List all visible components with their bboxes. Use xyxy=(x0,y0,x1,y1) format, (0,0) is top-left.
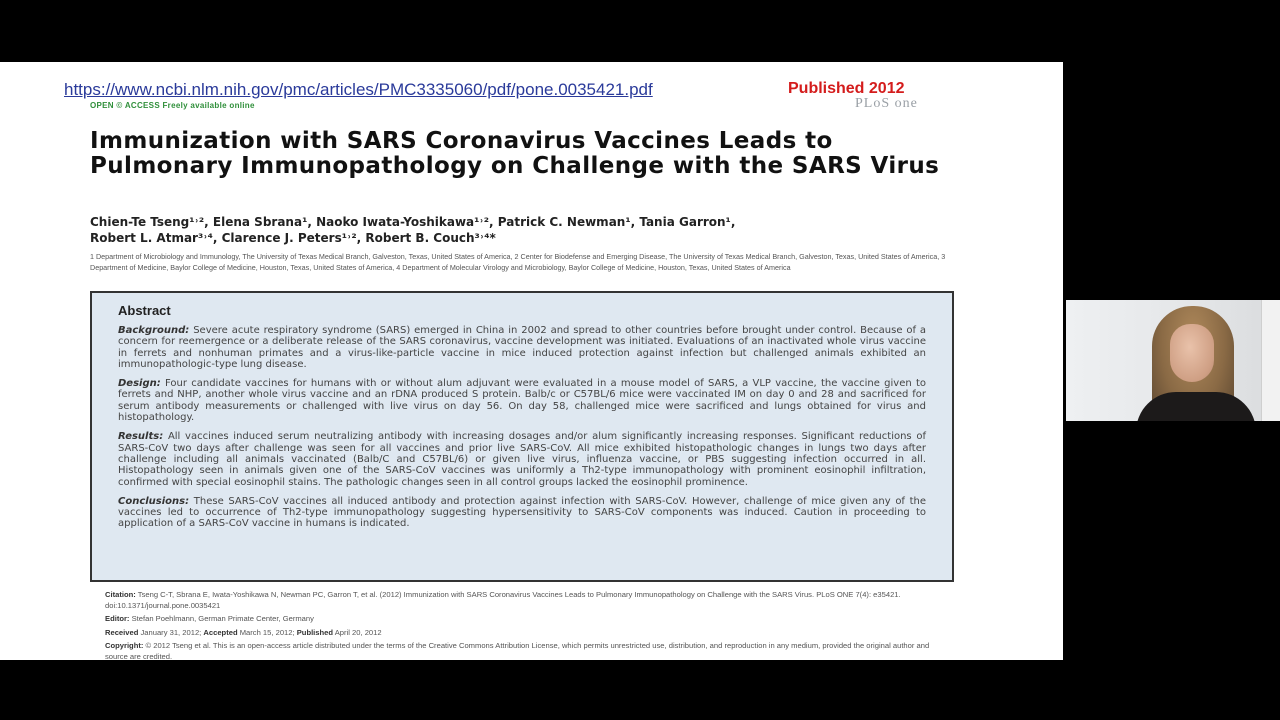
results-label: Results: xyxy=(118,431,164,443)
design-label: Design: xyxy=(118,378,161,390)
abstract-conclusions xyxy=(118,496,926,530)
copyright-label: Copyright: xyxy=(105,641,144,650)
webcam-shelf xyxy=(1261,300,1280,421)
copyright xyxy=(105,640,935,660)
editor-label: Editor: xyxy=(105,614,130,623)
paper-title: Immunization with SARS Coronavirus Vaccines Leads to Pulmonary Immunopathology on Challenge with the SARS Virus xyxy=(90,128,940,179)
abstract-results xyxy=(118,431,926,487)
background-text: Severe acute respiratory syndrome (SARS) emerged in China in 2002 and spread to other countries before brought under control. Because of a concern for reemergence or a deliberate release of the SARS coronavirus, vaccine development was initiated. Evaluations of an inactivated whole virus vaccine in ferrets and nonhuman primates and a virus-like-particle vaccine in mice induced protection against infection but challenged animals exhibited an immunopathologic-type lung disease. xyxy=(118,325,926,370)
citation-label: Citation: xyxy=(105,590,136,599)
citation-text: Tseng C-T, Sbrana E, Iwata-Yoshikawa N, Newman PC, Garron T, et al. (2012) Immunization with SARS Coronavirus Vaccines Leads to Pulmonary Immunopathology on Challenge with the SARS Virus. PLoS ONE 7(4): e35421. doi:10.1371/journal.pone.0035421 xyxy=(105,590,901,610)
abstract-heading: Abstract xyxy=(118,303,171,318)
published-year-label: Published 2012 xyxy=(788,80,905,97)
presenter-face xyxy=(1170,324,1214,382)
copyright-text: © 2012 Tseng et al. This is an open-access article distributed under the terms of the Creative Commons Attribution License, which permits unrestricted use, distribution, and reproduction in any medium, provided the original author and source are credited. xyxy=(105,641,930,660)
background-label: Background: xyxy=(118,325,190,336)
received-label: Received xyxy=(105,628,139,637)
editor-text: Stefan Poehlmann, German Primate Center, Germany xyxy=(131,614,314,623)
published-text: April 20, 2012 xyxy=(334,628,382,637)
affiliations: 1 Department of Microbiology and Immunology, The University of Texas Medical Branch, Galveston, Texas, United States of America, 2 Center for Biodefense and Emerging Disease, The University of Texas Medical Branch, Galveston, Texas, United States of America, 3 Department of Medicine, Baylor College of Medicine, Houston, Texas, United States of America, 4 Department of Molecular Virology and Microbiology, Baylor College of Medicine, Houston, Texas, United States of America xyxy=(90,252,946,272)
results-text: All vaccines induced serum neutralizing antibody with increasing dosages and/or alum significantly increasing responses. Significant reductions of SARS-CoV two days after challenge was seen for all vaccines and prior live SARS-CoV. All mice exhibited histopathologic changes in lungs two days after challenge including all animals vaccinated (Balb/C and C57BL/6) or given live virus, influenza vaccine, or PBS suggesting infection occurred in all. Histopathology seen in animals given one of the SARS-CoV vaccines was uniformly a Th2-type immunopathology with prominent eosinophil infiltration, confirmed with special eosinophil stains. The pathologic changes seen in all control groups lacked the eosinophil prominence. xyxy=(118,431,926,488)
authors-line-2: Robert L. Atmar³˒⁴, Clarence J. Peters¹˒², Robert B. Couch³˒⁴* xyxy=(90,231,496,245)
abstract-box xyxy=(90,291,954,582)
article-url-link[interactable]: https://www.ncbi.nlm.nih.gov/pmc/articles/PMC3335060/pdf/pone.0035421.pdf xyxy=(64,80,653,99)
accepted-label: Accepted xyxy=(203,628,238,637)
open-access-label: OPEN © ACCESS Freely available online xyxy=(90,101,255,110)
author-list xyxy=(90,214,970,246)
webcam-video-feed xyxy=(1066,300,1280,421)
editor xyxy=(105,613,935,624)
received-text: January 31, 2012; xyxy=(140,628,202,637)
authors-line-1: Chien-Te Tseng¹˒², Elena Sbrana¹, Naoko Iwata-Yoshikawa¹˒², Patrick C. Newman¹, Tania Garron¹, xyxy=(90,215,736,229)
published-label: Published xyxy=(296,628,334,637)
conclusions-text: These SARS-CoV vaccines all induced antibody and protection against infection with SARS-CoV. However, challenge of mice given any of the vaccines led to occurrence of Th2-type immunopathology suggesting hypersensitivity to SARS-CoV components was induced. Caution in proceeding to application of a SARS-CoV vaccine in humans is indicated. xyxy=(118,495,926,530)
dates xyxy=(105,627,935,638)
abstract-design xyxy=(118,378,926,423)
conclusions-label: Conclusions: xyxy=(118,495,190,507)
accepted-text: March 15, 2012; xyxy=(239,628,295,637)
citation xyxy=(105,589,935,611)
design-text: Four candidate vaccines for humans with or without alum adjuvant were evaluated in a mouse model of SARS, a VLP vaccine, the vaccine given to ferrets and NHP, another whole virus vaccine and an rDNA produced S protein. Balb/c or C57BL/6 mice were vaccinated IM on day 0 and 28 and sacrificed for serum antibody measurements or challenged with live virus on day 56. On day 58, challenged mice were sacrificed and lungs obtained for virus and histopathology. xyxy=(118,378,926,424)
abstract-background xyxy=(118,325,926,370)
journal-logo: PLoS one xyxy=(855,96,918,111)
slide xyxy=(0,62,1063,660)
